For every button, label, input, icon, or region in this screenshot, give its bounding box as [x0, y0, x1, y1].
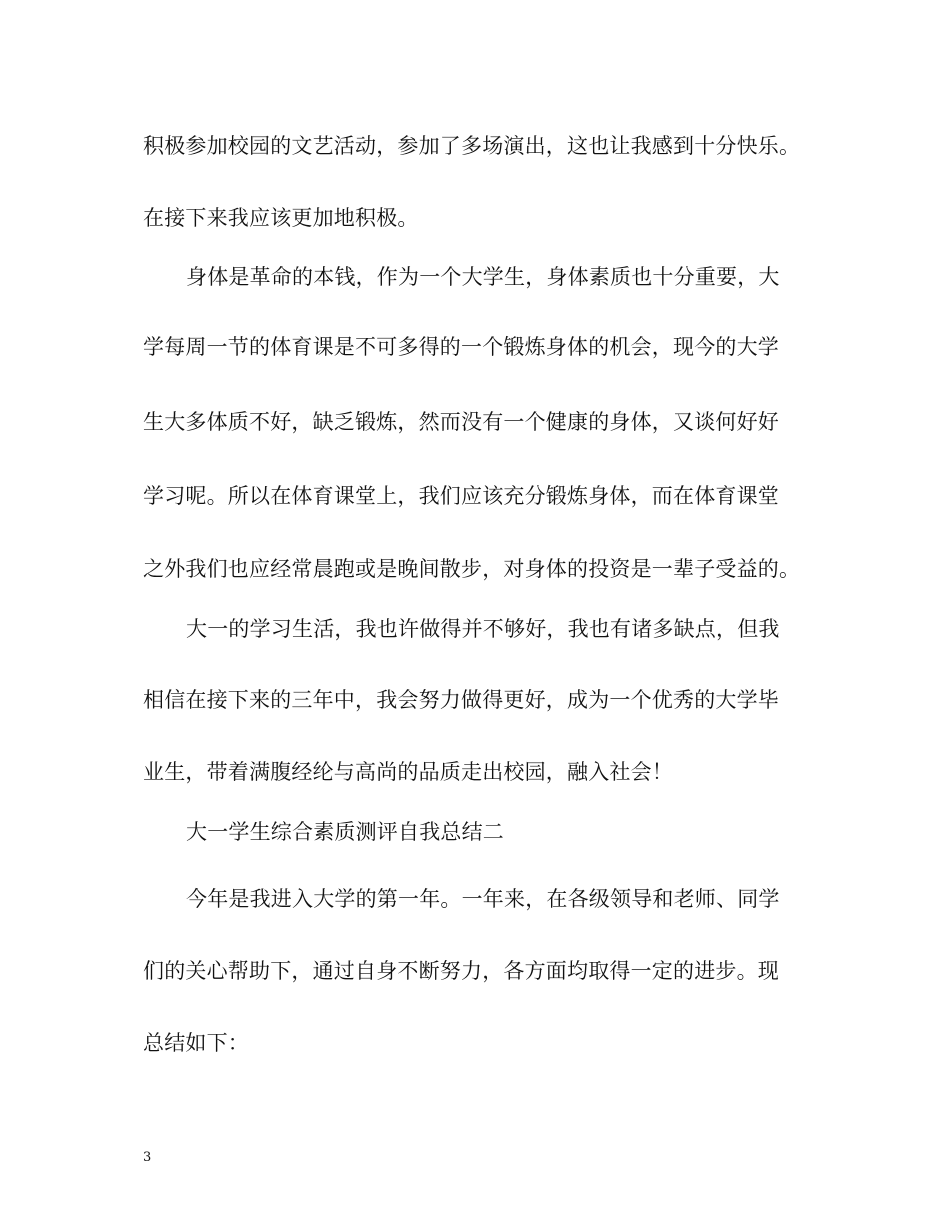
- body-text-line: 在接下来我应该更加地积极。: [143, 206, 419, 230]
- section-heading: 大一学生综合素质测评自我总结二: [186, 820, 504, 844]
- body-text-line: 相信在接下来的三年中，我会努力做得更好，成为一个优秀的大学毕: [143, 688, 779, 712]
- body-text-line: 业生，带着满腹经纶与高尚的品质走出校园，融入社会！: [143, 760, 673, 784]
- body-text-line: 学每周一节的体育课是不可多得的一个锻炼身体的机会，现今的大学: [143, 335, 779, 359]
- body-text-line: 学习呢。所以在体育课堂上，我们应该充分锻炼身体，而在体育课堂: [143, 484, 779, 508]
- paragraph-first-line: 大一的学习生活，我也许做得并不够好，我也有诸多缺点，但我: [186, 617, 780, 641]
- body-text-line: 总结如下：: [143, 1031, 249, 1055]
- paragraph-first-line: 今年是我进入大学的第一年。一年来，在各级领导和老师、同学: [186, 887, 780, 911]
- page-number: 3: [143, 1150, 152, 1165]
- body-text-line: 积极参加校园的文艺活动，参加了多场演出，这也让我感到十分快乐。: [143, 134, 801, 158]
- body-text-line: 生大多体质不好，缺乏锻炼，然而没有一个健康的身体，又谈何好好: [143, 410, 779, 434]
- body-text-line: 之外我们也应经常晨跑或是晚间散步，对身体的投资是一辈子受益的。: [143, 557, 801, 581]
- body-text-line: 们的关心帮助下，通过自身不断努力，各方面均取得一定的进步。现: [143, 959, 779, 983]
- paragraph-first-line: 身体是革命的本钱，作为一个大学生，身体素质也十分重要，大: [186, 265, 780, 289]
